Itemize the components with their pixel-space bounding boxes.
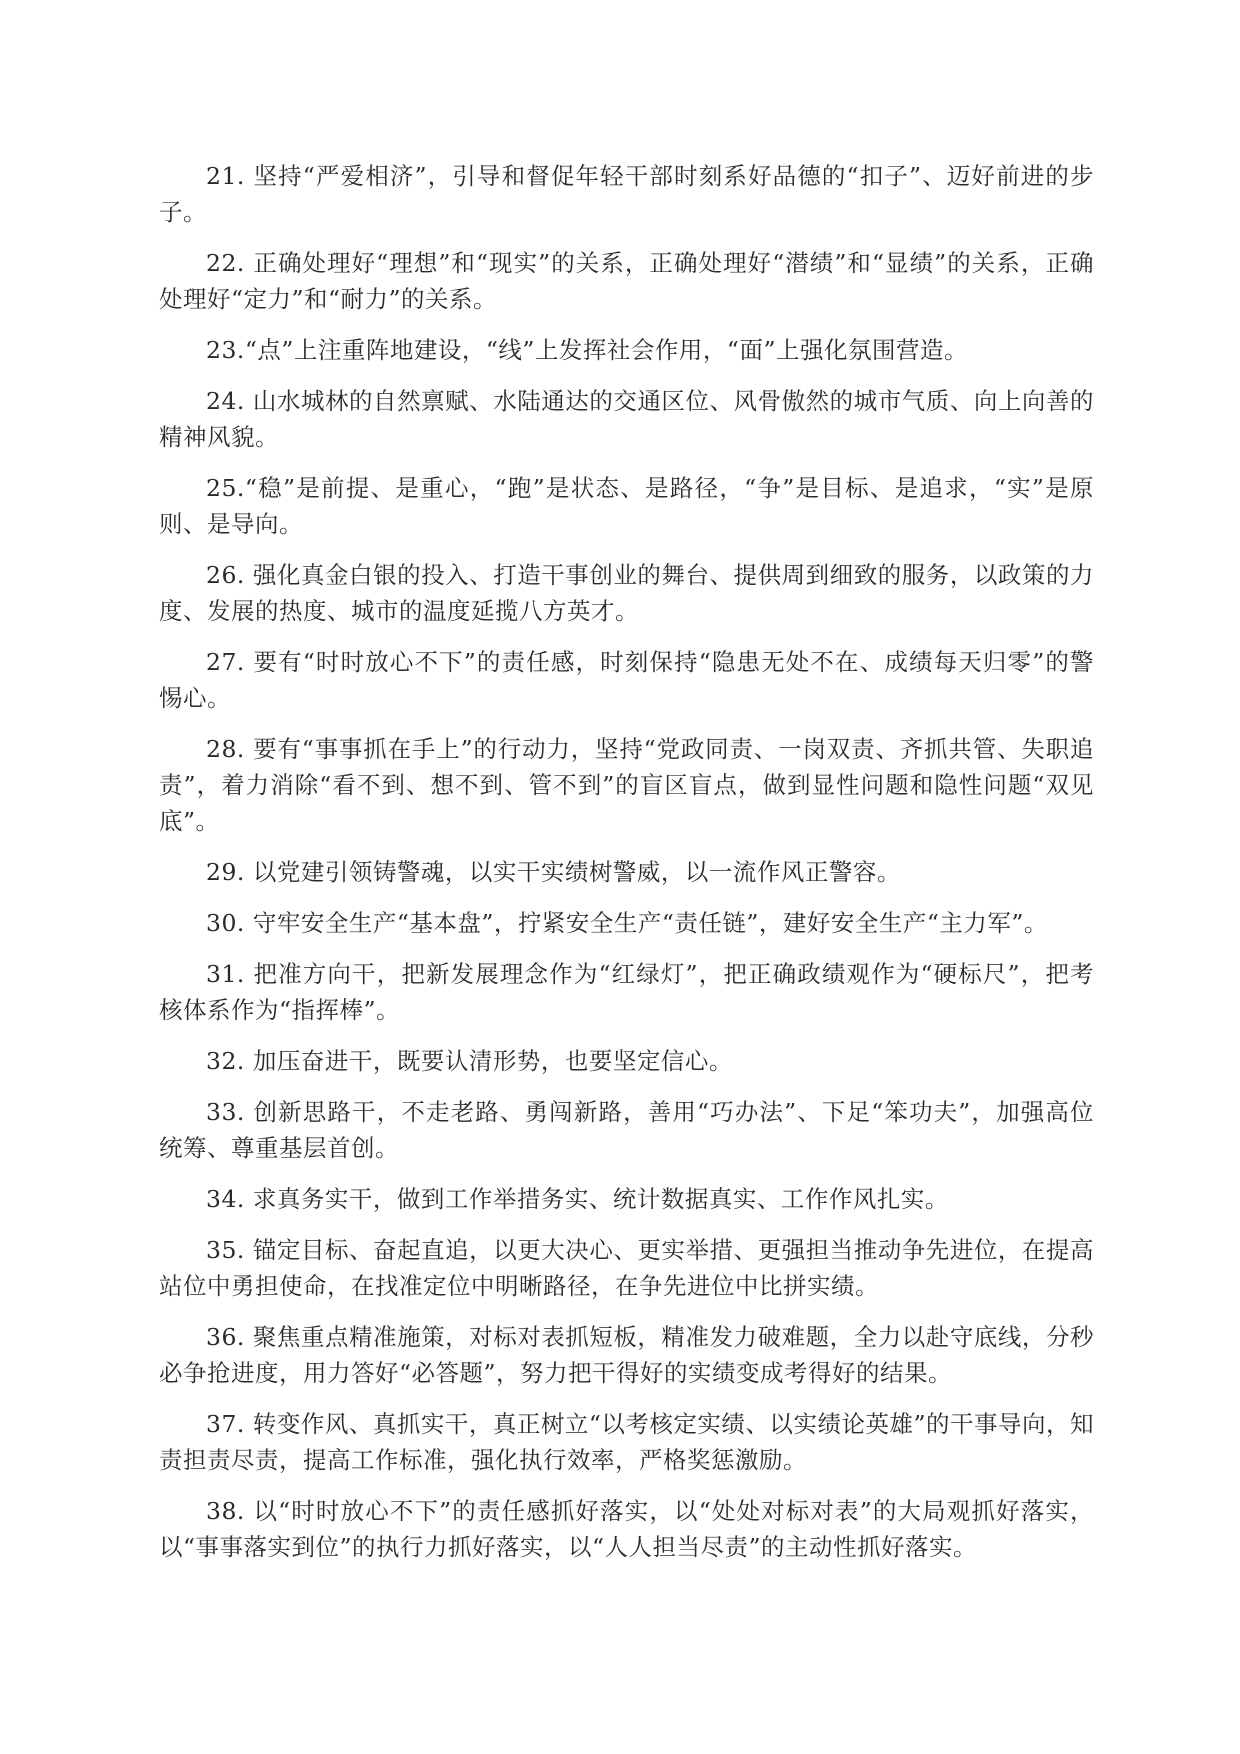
paragraph-32: 32. 加压奋进干，既要认清形势，也要坚定信心。 — [206, 1047, 733, 1075]
paragraph-31: 31. 把准方向干，把新发展理念作为“红绿灯”，把正确政绩观作为“硬标尺”，把考核体系作为“指挥棒”。 — [159, 960, 1094, 1024]
paragraph-22: 22. 正确处理好“理想”和“现实”的关系，正确处理好“潜绩”和“显绩”的关系，正确处理好“定力”和“耐力”的关系。 — [159, 249, 1094, 313]
paragraph-21: 21. 坚持“严爱相济”，引导和督促年轻干部时刻系好品德的“扣子”、迈好前进的步子。 — [159, 162, 1094, 226]
paragraph-36: 36. 聚焦重点精准施策，对标对表抓短板，精准发力破难题，全力以赴守底线，分秒必争抢进度，用力答好“必答题”，努力把干得好的实绩变成考得好的结果。 — [159, 1323, 1094, 1387]
paragraph-24: 24. 山水城林的自然禀赋、水陆通达的交通区位、风骨傲然的城市气质、向上向善的精神风貌。 — [159, 387, 1094, 451]
paragraph-37: 37. 转变作风、真抓实干，真正树立“以考核定实绩、以实绩论英雄”的干事导向，知责担责尽责，提高工作标准，强化执行效率，严格奖惩激励。 — [159, 1410, 1094, 1474]
paragraph-26: 26. 强化真金白银的投入、打造干事创业的舞台、提供周到细致的服务，以政策的力度、发展的热度、城市的温度延揽八方英才。 — [159, 561, 1094, 625]
document-body — [159, 158, 1094, 1580]
paragraph-35: 35. 锚定目标、奋起直追，以更大决心、更实举措、更强担当推动争先进位，在提高站位中勇担使命，在找准定位中明晰路径，在争先进位中比拼实绩。 — [159, 1236, 1094, 1300]
paragraph-29: 29. 以党建引领铸警魂，以实干实绩树警威，以一流作风正警容。 — [206, 858, 901, 886]
paragraph-27: 27. 要有“时时放心不下”的责任感，时刻保持“隐患无处不在、成绩每天归零”的警惕心。 — [159, 648, 1094, 712]
paragraph-30: 30. 守牢安全生产“基本盘”，拧紧安全生产“责任链”，建好安全生产“主力军”。 — [206, 909, 1048, 937]
paragraph-23: 23.“点”上注重阵地建设，“线”上发挥社会作用，“面”上强化氛围营造。 — [206, 336, 968, 364]
paragraph-25: 25.“稳”是前提、是重心，“跑”是状态、是路径，“争”是目标、是追求，“实”是原则、是导向。 — [159, 474, 1094, 538]
paragraph-28: 28. 要有“事事抓在手上”的行动力，坚持“党政同责、一岗双责、齐抓共管、失职追责”，着力消除“看不到、想不到、管不到”的盲区盲点，做到显性问题和隐性问题“双见底”。 — [159, 735, 1094, 835]
paragraph-34: 34. 求真务实干，做到工作举措务实、统计数据真实、工作作风扎实。 — [206, 1185, 949, 1213]
paragraph-33: 33. 创新思路干，不走老路、勇闯新路，善用“巧办法”、下足“笨功夫”，加强高位统筹、尊重基层首创。 — [159, 1098, 1094, 1162]
paragraph-38: 38. 以“时时放心不下”的责任感抓好落实，以“处处对标对表”的大局观抓好落实，以“事事落实到位”的执行力抓好落实，以“人人担当尽责”的主动性抓好落实。 — [159, 1497, 1094, 1561]
